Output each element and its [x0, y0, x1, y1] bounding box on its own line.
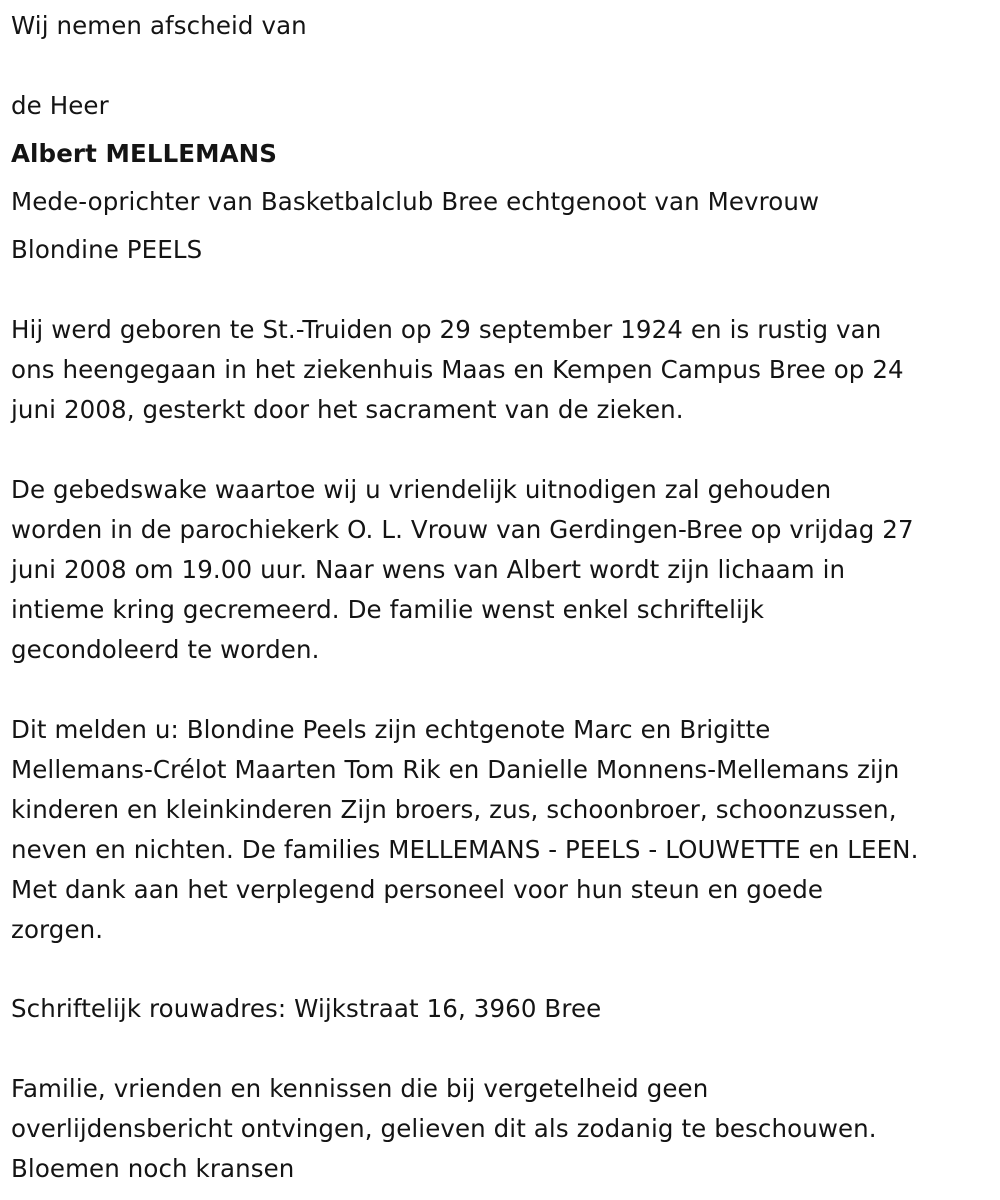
family-line: neven en nichten. De families MELLEMANS - PEELS - LOUWETTE en LEEN.: [11, 835, 919, 864]
family-line: Dit melden u: Blondine Peels zijn echtgenote Marc en Brigitte: [11, 715, 771, 744]
vigil-line: juni 2008 om 19.00 uur. Naar wens van Albert wordt zijn lichaam in: [11, 555, 846, 584]
closing-line: overlijdensbericht ontvingen, gelieven dit als zodanig te beschouwen.: [11, 1114, 877, 1143]
mourning-address: Schriftelijk rouwadres: Wijkstraat 16, 3960 Bree: [11, 994, 602, 1023]
birth-death-line: ons heengegaan in het ziekenhuis Maas en Kempen Campus Bree op 24: [11, 355, 904, 384]
deceased-name: Albert MELLEMANS: [11, 139, 278, 168]
closing-line: Bloemen noch kransen: [11, 1154, 295, 1183]
vigil-line: De gebedswake waartoe wij u vriendelijk uitnodigen zal gehouden: [11, 475, 832, 504]
description-line: Blondine PEELS: [11, 235, 203, 264]
description-line: Mede-oprichter van Basketbalclub Bree echtgenoot van Mevrouw: [11, 187, 820, 216]
birth-death-line: juni 2008, gesterkt door het sacrament van de zieken.: [11, 395, 684, 424]
vigil-line: intieme kring gecremeerd. De familie wenst enkel schriftelijk: [11, 595, 765, 624]
intro-text: Wij nemen afscheid van: [11, 11, 307, 40]
family-line: kinderen en kleinkinderen Zijn broers, zus, schoonbroer, schoonzussen,: [11, 795, 897, 824]
family-line: Met dank aan het verplegend personeel voor hun steun en goede: [11, 875, 824, 904]
closing-line: Familie, vrienden en kennissen die bij vergetelheid geen: [11, 1074, 709, 1103]
salutation: de Heer: [11, 91, 109, 120]
vigil-line: worden in de parochiekerk O. L. Vrouw van Gerdingen-Bree op vrijdag 27: [11, 515, 914, 544]
family-line: Mellemans-Crélot Maarten Tom Rik en Danielle Monnens-Mellemans zijn: [11, 755, 900, 784]
birth-death-line: Hij werd geboren te St.-Truiden op 29 september 1924 en is rustig van: [11, 315, 882, 344]
vigil-line: gecondoleerd te worden.: [11, 635, 320, 664]
family-line: zorgen.: [11, 915, 104, 944]
